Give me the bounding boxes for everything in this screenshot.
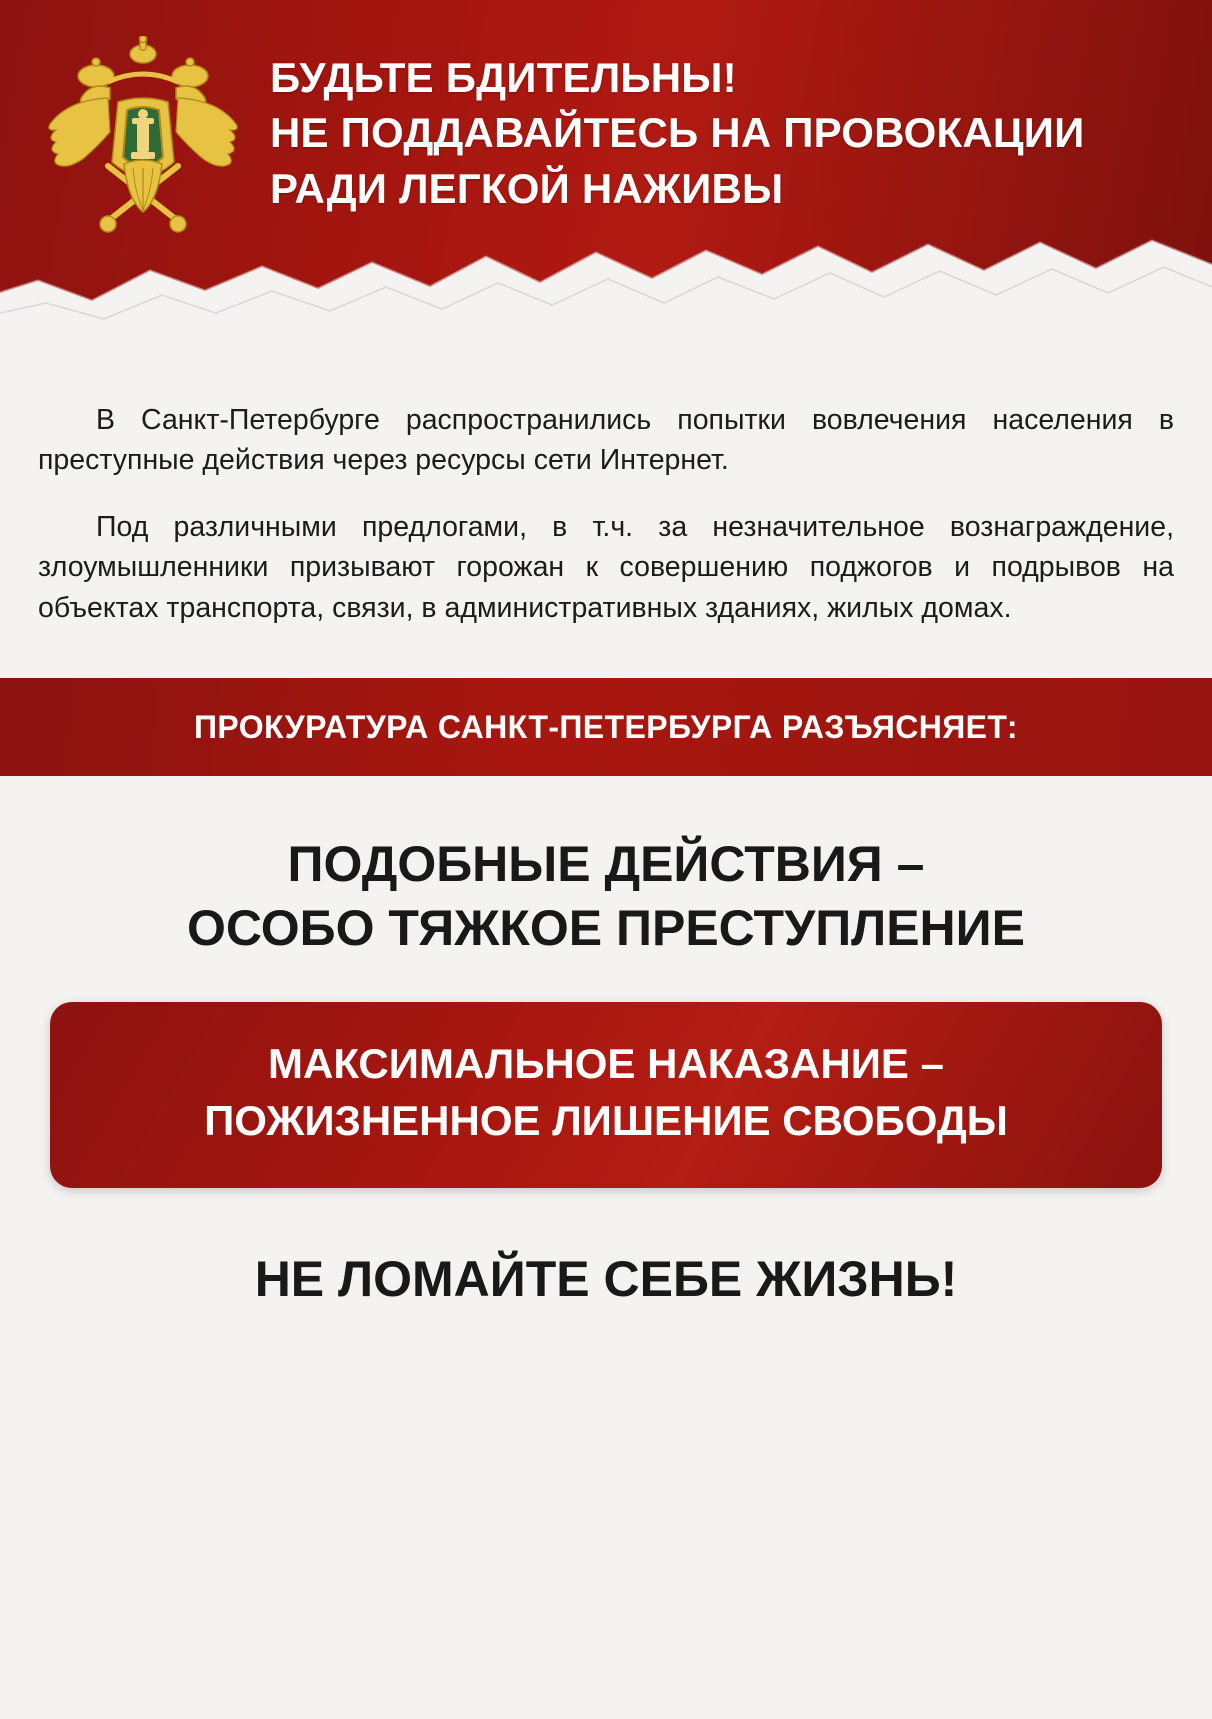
- header-banner: [0, 0, 1212, 330]
- header-content: [0, 0, 1212, 330]
- header-line-2: НЕ ПОДДАВАЙТЕСЬ НА ПРОВОКАЦИИ: [270, 109, 1085, 157]
- body-text-block: [0, 330, 1212, 648]
- header-line-3: РАДИ ЛЕГКОЙ НАЖИВЫ: [270, 164, 784, 212]
- punishment-line-2: ПОЖИЗНЕННОЕ ЛИШЕНИЕ СВОБОДЫ: [204, 1097, 1008, 1145]
- punishment-line-1: МАКСИМАЛЬНОЕ НАКАЗАНИЕ –: [268, 1040, 944, 1088]
- paragraph-2: Под различными предлогами, в т.ч. за незначительное вознаграждение, злоумышленники призывают горожан к совершению поджогов и подрывов на объектах транспорта, связи, в административных зданиях, жилых домах.: [38, 510, 1174, 624]
- strip-label: ПРОКУРАТУРА САНКТ-ПЕТЕРБУРГА РАЗЪЯСНЯЕТ:: [194, 708, 1018, 745]
- punishment-block: [0, 960, 1212, 1187]
- header-title-block: [270, 50, 1085, 216]
- footer-slogan: НЕ ЛОМАЙТЕ СЕБЕ ЖИЗНЬ!: [254, 1250, 958, 1307]
- statement-block: [0, 776, 1212, 960]
- prosecutors-office-emblem-icon: [38, 36, 248, 276]
- prosecutor-statement-strip: [0, 678, 1212, 776]
- paragraph-1: В Санкт-Петербурге распространились попытки вовлечения населения в преступные действия через ресурсы сети Интернет.: [38, 404, 1174, 477]
- statement-line-2: ОСОБО ТЯЖКОЕ ПРЕСТУПЛЕНИЕ: [187, 900, 1025, 957]
- punishment-box: [50, 1002, 1162, 1187]
- header-line-1: БУДЬТЕ БДИТЕЛЬНЫ!: [270, 54, 737, 101]
- statement-line-1: ПОДОБНЫЕ ДЕЙСТВИЯ –: [287, 836, 925, 893]
- footer-block: [0, 1188, 1212, 1308]
